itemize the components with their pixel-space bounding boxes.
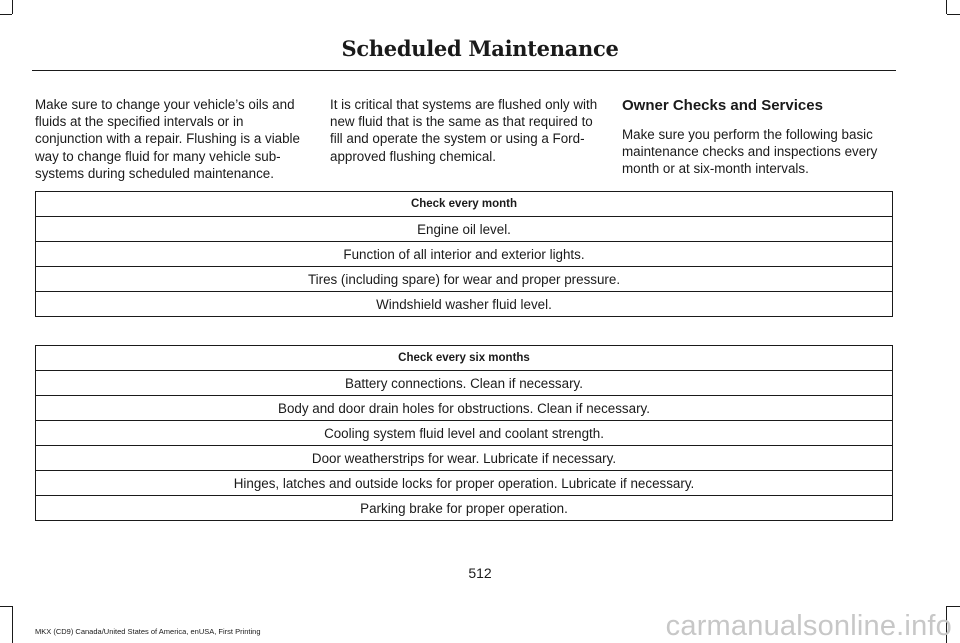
table-header: Check every six months bbox=[36, 346, 893, 371]
table-cell: Function of all interior and exterior lights. bbox=[36, 242, 893, 267]
crop-mark-top-right-horizontal bbox=[947, 14, 960, 15]
table-cell: Engine oil level. bbox=[36, 217, 893, 242]
table-cell: Parking brake for proper operation. bbox=[36, 496, 893, 521]
table-row bbox=[36, 267, 893, 292]
watermark: carmanualsonline.info bbox=[665, 610, 952, 642]
table-row bbox=[36, 217, 893, 242]
crop-mark-top-right-vertical bbox=[946, 0, 947, 14]
table-row bbox=[36, 446, 893, 471]
table-cell: Tires (including spare) for wear and proper pressure. bbox=[36, 267, 893, 292]
table-cell: Hinges, latches and outside locks for proper operation. Lubricate if necessary. bbox=[36, 471, 893, 496]
table-row bbox=[36, 292, 893, 317]
crop-mark-bottom-right-horizontal bbox=[947, 606, 960, 607]
body-paragraph-oils: Make sure to change your vehicle’s oils and fluids at the specified intervals or in conjunction with a repair. Flushing is a viable way to change fluid for many vehicle sub-systems during scheduled maintenance. bbox=[35, 97, 300, 181]
table-cell: Cooling system fluid level and coolant strength. bbox=[36, 421, 893, 446]
table-header: Check every month bbox=[36, 192, 893, 217]
six-month-checks-table bbox=[35, 345, 893, 521]
table-cell: Battery connections. Clean if necessary. bbox=[36, 371, 893, 396]
table-cell: Windshield washer fluid level. bbox=[36, 292, 893, 317]
table-row bbox=[36, 396, 893, 421]
table-row bbox=[36, 471, 893, 496]
monthly-checks-table bbox=[35, 191, 893, 317]
table-row bbox=[36, 496, 893, 521]
table-row bbox=[36, 242, 893, 267]
owner-checks-section bbox=[622, 96, 897, 178]
crop-mark-bottom-left-vertical bbox=[12, 606, 13, 643]
body-paragraph-flushing: It is critical that systems are flushed only with new fluid that is the same as that required to fill and operate the system or using a Ford-approved flushing chemical. bbox=[330, 97, 598, 164]
body-paragraph-owner-checks: Make sure you perform the following basic maintenance checks and inspections every month or at six-month intervals. bbox=[622, 127, 878, 177]
crop-mark-bottom-left-horizontal bbox=[0, 606, 12, 607]
table-cell: Body and door drain holes for obstructions. Clean if necessary. bbox=[36, 396, 893, 421]
page-title: Scheduled Maintenance bbox=[341, 36, 619, 61]
table-row bbox=[36, 421, 893, 446]
page-number: 512 bbox=[468, 565, 492, 581]
table-cell: Door weatherstrips for wear. Lubricate if necessary. bbox=[36, 446, 893, 471]
title-rule bbox=[32, 70, 896, 71]
table-row bbox=[36, 371, 893, 396]
footer-text: MKX (CD9) Canada/United States of America, enUSA, First Printing bbox=[35, 627, 261, 636]
crop-mark-top-left-vertical bbox=[12, 0, 13, 14]
section-heading: Owner Checks and Services bbox=[622, 97, 823, 114]
crop-mark-top-left-horizontal bbox=[0, 14, 12, 15]
